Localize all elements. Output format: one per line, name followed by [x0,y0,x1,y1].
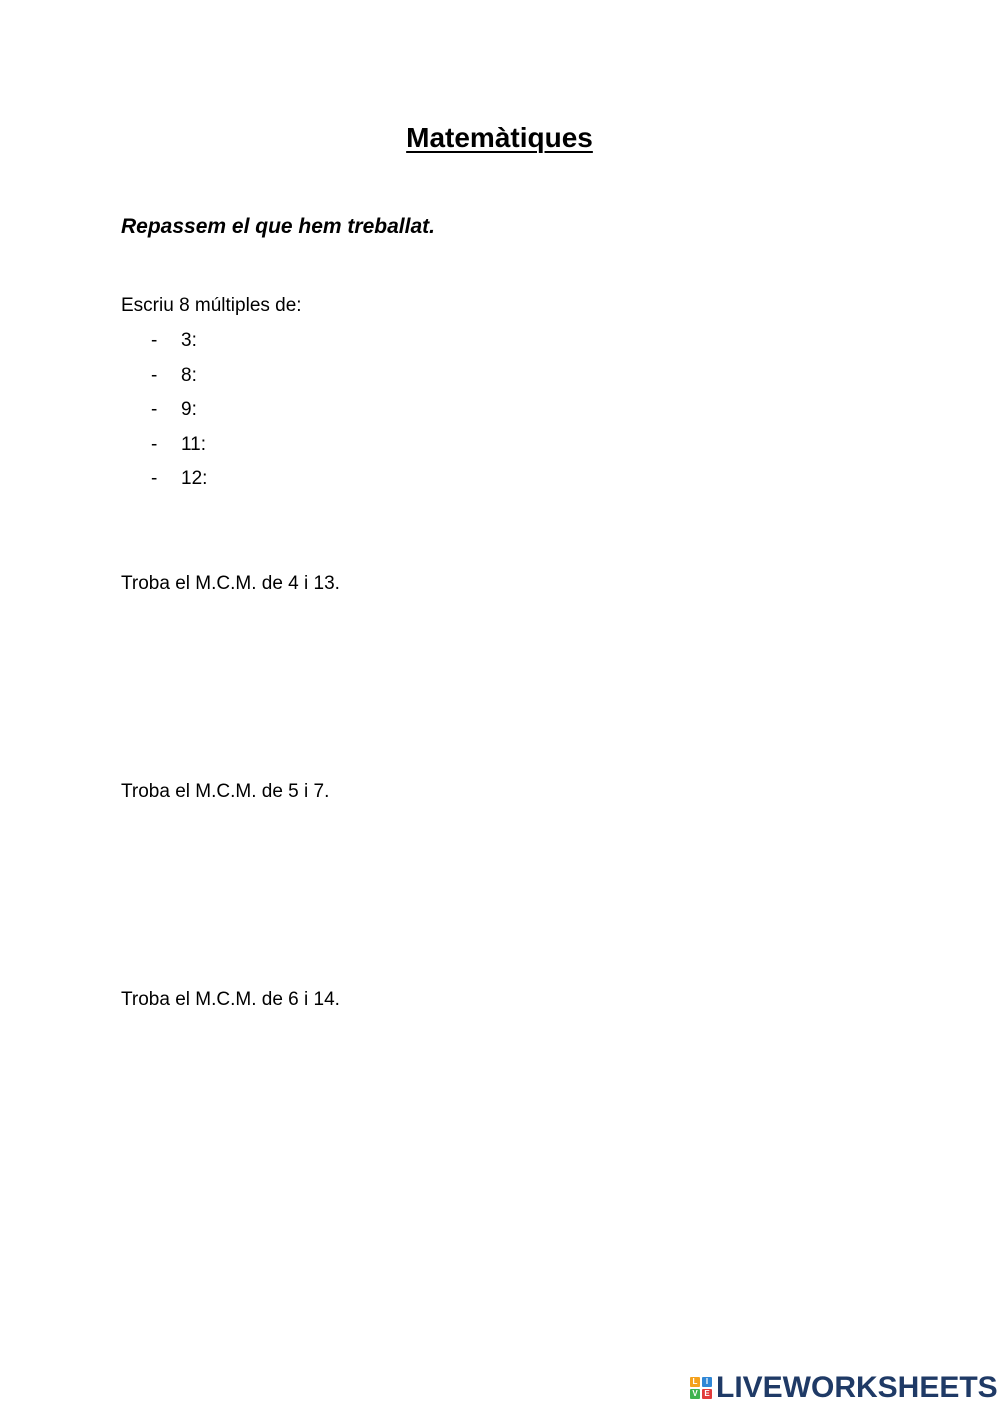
logo-square-l: L [690,1377,700,1387]
list-item-label: 3: [181,330,197,351]
page-title: Matemàtiques [406,122,593,153]
liveworksheets-logo [690,1372,998,1404]
page-subtitle: Repassem el que hem treballat. [121,215,435,238]
list-item-label: 12: [181,468,208,490]
list-dash: - [151,330,158,351]
logo-square-e: E [702,1389,712,1399]
list-dash: - [151,433,158,455]
list-dash: - [151,364,158,386]
list-item-label: 8: [181,364,197,386]
exercise-4-instruction: Troba el M.C.M. de 6 i 14. [121,989,340,1010]
list-item-label: 11: [181,433,207,455]
logo-square-v: V [690,1389,700,1399]
logo-squares-icon [690,1377,712,1399]
logo-square-i: I [702,1377,712,1387]
exercise-1-instruction: Escriu 8 múltiples de: [121,295,302,316]
exercise-2-instruction: Troba el M.C.M. de 4 i 13. [121,573,340,594]
list-item-label: 9: [181,399,197,421]
list-dash: - [151,399,158,421]
logo-text: LIVEWORKSHEETS [716,1371,998,1404]
exercise-3-instruction: Troba el M.C.M. de 5 i 7. [121,781,330,802]
list-dash: - [151,468,158,490]
